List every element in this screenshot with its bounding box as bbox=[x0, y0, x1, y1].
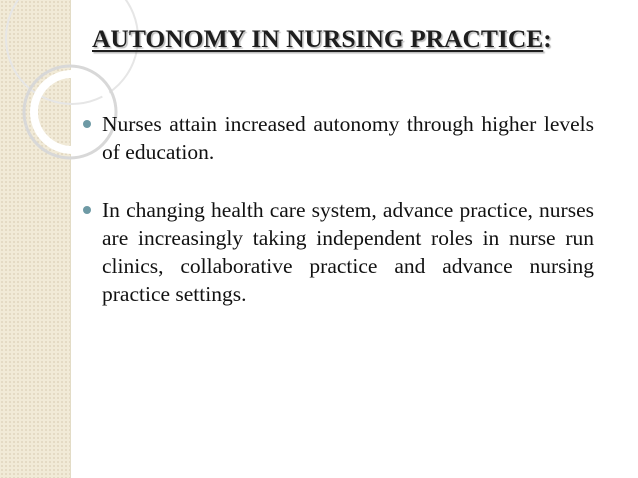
bullet-item-education bbox=[76, 110, 594, 166]
bullet-item-advance-practice bbox=[76, 196, 594, 308]
bullet-list bbox=[76, 110, 594, 338]
slide-title-colon: : bbox=[543, 24, 552, 53]
bullet-text: Nurses attain increased autonomy through higher levels of education. bbox=[102, 112, 594, 164]
bullet-dot-icon bbox=[83, 206, 91, 214]
slide-title bbox=[92, 24, 622, 54]
slide-title-text: AUTONOMY IN NURSING PRACTICE bbox=[92, 24, 544, 53]
decorative-side-panel bbox=[0, 0, 71, 478]
bullet-text: In changing health care system, advance practice, nurses are increasingly taking independent roles in nurse run clinics, collaborative practice and advance nursing practice settings. bbox=[102, 198, 594, 306]
bullet-dot-icon bbox=[83, 120, 91, 128]
